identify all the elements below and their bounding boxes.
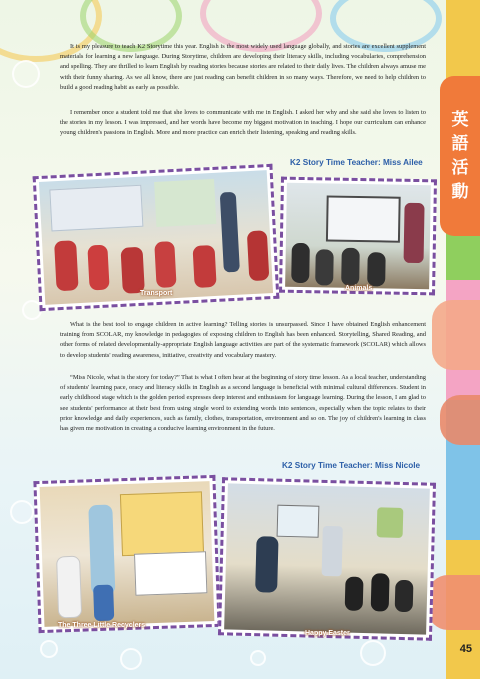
decor-bubble <box>10 500 34 524</box>
paragraph: I remember once a student told me that she loves to communicate with me in English. I asked her why and she said she loves to listen to the stories in my lesson. I was impressed, and her words have become my biggest motivation in teaching. I hope our curriculum can enhance young children's passions in English. More and more practice can enrich their listening, speaking and reading skills. <box>60 109 426 137</box>
photo-label: Transport <box>140 290 173 297</box>
section-tab-char: 英 <box>451 110 469 130</box>
section-tab-char: 動 <box>451 182 469 202</box>
decor-bubble <box>40 640 58 658</box>
photo-happy-easter <box>218 477 436 641</box>
page-number: 45 <box>459 643 472 655</box>
hand-decoration <box>440 395 480 445</box>
hand-decoration <box>428 575 480 630</box>
decor-bubble <box>360 640 386 666</box>
decor-bubble <box>12 60 40 88</box>
paragraph: What is the best tool to engage children in active learning? Telling stories is unsurpassed. Since I have obtained English enhancement training from SCOLAR, my knowledge in pedagogies of exposing children to English has been enhanced. Storytelling, Shared Reading, and other forms of related developmentally-appropriate English language activities are part of the systematic framework (SCOLAR) which allows to develop students' reading awareness, initiative, creativity and vocabulary mastery. <box>60 321 426 359</box>
photo-label: The Three Little Recyclers <box>58 622 146 629</box>
caption-teacher-ailee: K2 Story Time Teacher: Miss Ailee <box>290 158 423 167</box>
photo-animals <box>279 177 437 296</box>
decor-bubble <box>250 650 266 666</box>
paragraph: It is my pleasure to teach K2 Storytime this year. English is the most widely used language globally, and stories are excellent supplement materials for learning a new language. During Storytime, children are developing their literacy skills, including vocabularies, comprehension and spelling. They are thrilled to learn English by reading stories because stories are related to their daily lives. The children always amuse me with their funny sharing. As we all know, there are just reading can benefit children in so many ways. Therefore, we need to help children to build a good reading habit as early as possible. <box>60 43 426 91</box>
caption-teacher-nicole: K2 Story Time Teacher: Miss Nicole <box>282 461 421 470</box>
photo-label: Happy Easter <box>305 630 350 637</box>
paragraph: “Miss Nicole, what is the story for today?” That is what I often hear at the beginning of story time lesson. As a local teacher, understanding of students' learning pace, oracy and literacy skills in English as a second language is beneficial with minimal cultural differences. Student in early childhood stage which is the golden period expresses deep interest and enthusiasm for language learning. During the lesson, I am glad to see students' performance at their best from using single word to extending words into sentences, especially when the topic relates to their prior knowledge and daily experiences, such as family, clothes, transportation, environment and so on. The joy of children's learning in class has given me motivation in creating a conducive learning environment in the future. <box>60 374 426 433</box>
photo-label: Animals <box>345 285 373 292</box>
section-tab-char: 活 <box>451 158 469 178</box>
hand-decoration <box>432 300 480 370</box>
section-tab <box>440 76 480 236</box>
decor-bubble <box>120 648 142 670</box>
section-tab-char: 語 <box>451 134 469 154</box>
photo-three-little-recyclers <box>33 475 220 633</box>
